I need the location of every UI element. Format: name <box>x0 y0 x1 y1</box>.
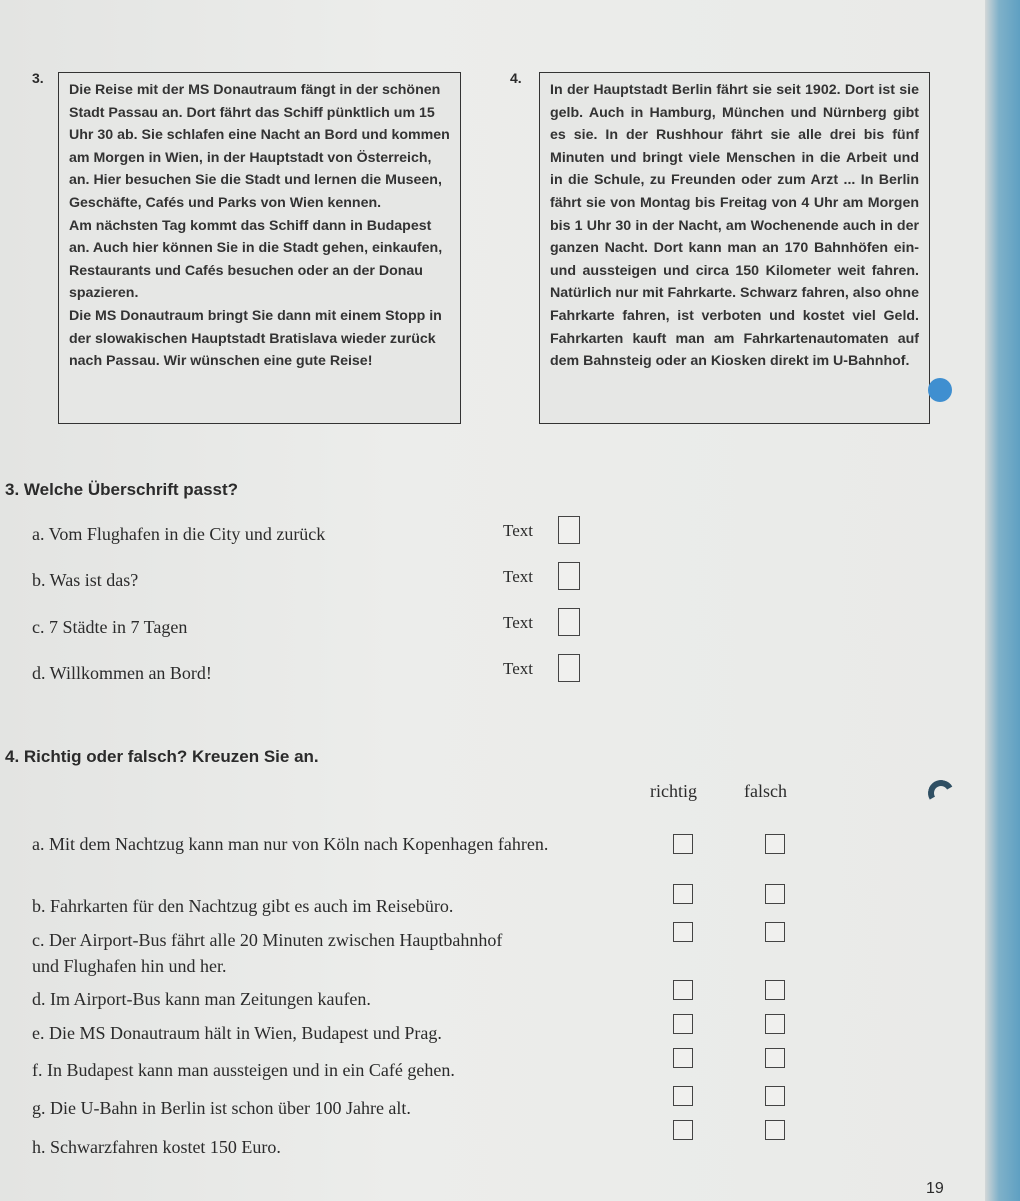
falsch-checkbox[interactable] <box>765 1086 785 1106</box>
text-label: Text <box>503 521 533 540</box>
task4-item: h. Schwarzfahren kostet 150 Euro. <box>32 1137 281 1157</box>
text-label: Text <box>503 659 533 678</box>
richtig-checkbox[interactable] <box>673 1014 693 1034</box>
richtig-checkbox[interactable] <box>673 1086 693 1106</box>
text3-paragraph: Die Reise mit der MS Donautraum fängt in der schönen Stadt Passau an. Dort fährt das Schiff pünktlich um 15 Uhr 30 ab. Sie schlafen eine Nacht an Bord und kommen am Morgen in Wien, in der Hauptstadt von Österreich, an. Hier besuchen Sie die Stadt und lernen die Museen, Geschäfte, Cafés und Parks von Wien kennen. <box>69 82 450 211</box>
falsch-checkbox[interactable] <box>765 922 785 942</box>
column-richtig: richtig <box>650 781 697 801</box>
task4-item: c. Der Airport-Bus fährt alle 20 Minuten zwischen Hauptbahnhof und Flughafen hin und her. <box>32 930 503 976</box>
task4-title: 4. Richtig oder falsch? Kreuzen Sie an. <box>5 747 319 766</box>
answer-checkbox[interactable] <box>558 516 580 544</box>
task3-title: 3. Welche Überschrift passt? <box>5 480 239 499</box>
falsch-checkbox[interactable] <box>765 884 785 904</box>
blue-circle-marker <box>928 378 952 402</box>
task4-item: g. Die U-Bahn in Berlin ist schon über 100 Jahre alt. <box>32 1098 411 1118</box>
richtig-checkbox[interactable] <box>673 1048 693 1068</box>
text4-paragraph: In der Hauptstadt Berlin fährt sie seit 1902. Dort ist sie gelb. Auch in Hamburg, München und Nürnberg gibt es sie. In der Rushhour fährt sie alle drei bis fünf Minuten und bringt viele Menschen in die Arbeit und in die Schule, zu Freunden oder zum Arzt ... In Berlin fährt sie von Montag bis Freitag von 4 Uhr am Morgen bis 1 Uhr 30 in der Nacht, am Wochenende auch in der ganzen Nacht. Dort kann man an 170 Bahnhöfen ein- und aussteigen und circa 150 Kilometer weit fahren. Natürlich nur mit Fahrkarte. Schwarz fahren, also ohne Fahrkarte fahren, ist verboten und kostet viel Geld. Fahrkarten kauft man am Fahrkartenautomaten auf dem Bahnsteig oder an Kiosken direkt im U-Bahnhof. <box>550 82 919 370</box>
text4-box <box>539 72 930 424</box>
task3-item: c. 7 Städte in 7 Tagen <box>32 617 188 637</box>
task4-item: f. In Budapest kann man aussteigen und in ein Café gehen. <box>32 1060 455 1080</box>
text-label: Text <box>503 613 533 632</box>
answer-checkbox[interactable] <box>558 608 580 636</box>
task3-item: a. Vom Flughafen in die City und zurück <box>32 524 326 544</box>
falsch-checkbox[interactable] <box>765 1120 785 1140</box>
page-number: 19 <box>926 1180 944 1197</box>
answer-checkbox[interactable] <box>558 562 580 590</box>
text3-box <box>58 72 461 424</box>
task4-item: d. Im Airport-Bus kann man Zeitungen kaufen. <box>32 989 371 1009</box>
task4-item: b. Fahrkarten für den Nachtzug gibt es auch im Reisebüro. <box>32 896 454 916</box>
text3-paragraph: Die MS Donautraum bringt Sie dann mit einem Stopp in der slowakischen Hauptstadt Bratislava wieder zurück nach Passau. Wir wünschen eine gute Reise! <box>69 307 442 370</box>
page-edge <box>985 0 1020 1201</box>
text3-paragraph: Am nächsten Tag kommt das Schiff dann in Budapest an. Auch hier können Sie in die Stadt gehen, einkaufen, Restaurants und Cafés besuchen oder an der Donau spazieren. <box>69 217 443 302</box>
richtig-checkbox[interactable] <box>673 834 693 854</box>
falsch-checkbox[interactable] <box>765 980 785 1000</box>
task3-item: d. Willkommen an Bord! <box>32 663 212 683</box>
task4-item: e. Die MS Donautraum hält in Wien, Budapest und Prag. <box>32 1023 442 1043</box>
text3-number: 3. <box>32 70 44 86</box>
task3-item: b. Was ist das? <box>32 570 139 590</box>
text-label: Text <box>503 567 533 586</box>
richtig-checkbox[interactable] <box>673 980 693 1000</box>
falsch-checkbox[interactable] <box>765 834 785 854</box>
answer-checkbox[interactable] <box>558 654 580 682</box>
falsch-checkbox[interactable] <box>765 1014 785 1034</box>
falsch-checkbox[interactable] <box>765 1048 785 1068</box>
text4-number: 4. <box>510 70 522 86</box>
richtig-checkbox[interactable] <box>673 884 693 904</box>
richtig-checkbox[interactable] <box>673 922 693 942</box>
column-falsch: falsch <box>744 781 787 801</box>
task4-item: a. Mit dem Nachtzug kann man nur von Köln nach Kopenhagen fahren. <box>32 834 549 854</box>
richtig-checkbox[interactable] <box>673 1120 693 1140</box>
